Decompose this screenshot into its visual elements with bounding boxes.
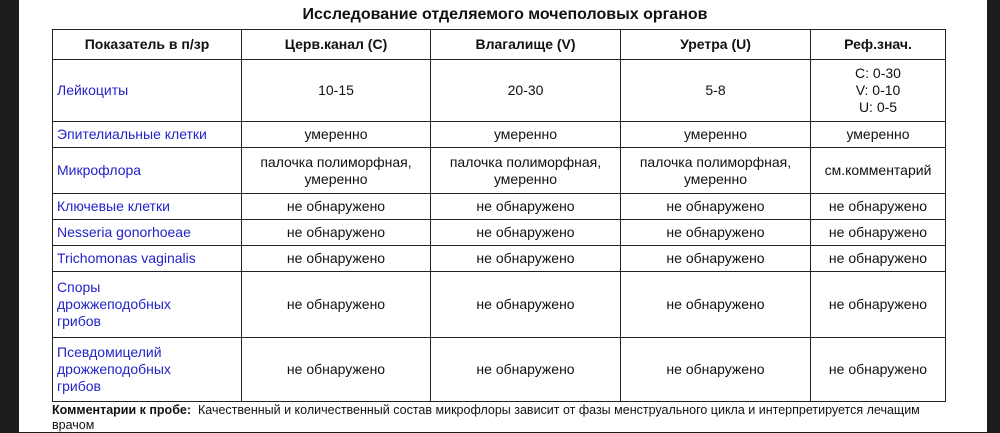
urethra-value-line: умеренно bbox=[683, 170, 748, 187]
indicator-name-line: Псевдомицелий bbox=[57, 344, 162, 360]
indicator-name bbox=[53, 338, 242, 402]
vagina-value-line: 20-30 bbox=[507, 82, 544, 98]
urethra-value bbox=[621, 272, 811, 338]
cervical-value bbox=[242, 122, 431, 148]
reference-value-line: см.комментарий bbox=[824, 162, 932, 178]
vagina-value-line: умеренно bbox=[493, 170, 558, 187]
header-reference: Реф.знач. bbox=[811, 30, 946, 60]
header-cervical: Церв.канал (C) bbox=[242, 30, 431, 60]
reference-value bbox=[811, 220, 946, 246]
urethra-value bbox=[621, 338, 811, 402]
document-page bbox=[19, 0, 987, 432]
reference-value-line: U: 0-5 bbox=[858, 99, 898, 115]
reference-value-line: не обнаружено bbox=[828, 224, 928, 240]
urethra-value-line: 5-8 bbox=[705, 82, 726, 98]
reference-value bbox=[811, 122, 946, 148]
urethra-value-line: не обнаружено bbox=[666, 250, 765, 266]
reference-value-line: не обнаружено bbox=[828, 296, 928, 312]
indicator-name-line: Микрофлора bbox=[57, 162, 142, 178]
vagina-value-line: не обнаружено bbox=[476, 198, 575, 214]
reference-value-line: умеренно bbox=[846, 126, 910, 142]
cervical-value bbox=[242, 220, 431, 246]
cervical-value bbox=[242, 338, 431, 402]
reference-value-line: не обнаружено bbox=[828, 361, 928, 377]
results-table bbox=[52, 29, 946, 402]
urethra-value-line: умеренно bbox=[683, 126, 748, 142]
indicator-name bbox=[53, 220, 242, 246]
indicator-name bbox=[53, 246, 242, 272]
indicator-name-line: Споры bbox=[57, 279, 101, 295]
reference-value bbox=[811, 246, 946, 272]
reference-value bbox=[811, 60, 946, 122]
indicator-name-line: Ключевые клетки bbox=[57, 198, 170, 214]
vagina-value-line: палочка полиморфная, bbox=[449, 153, 602, 170]
urethra-value-line: не обнаружено bbox=[666, 361, 765, 377]
indicator-name bbox=[53, 122, 242, 148]
indicator-name-line: дрожжеподобных bbox=[57, 296, 171, 312]
indicator-name-line: Эпителиальные клетки bbox=[57, 126, 207, 142]
indicator-name bbox=[53, 60, 242, 122]
urethra-value bbox=[621, 148, 811, 194]
cervical-value-line: умеренно bbox=[304, 170, 368, 187]
indicator-name-line: Trichomonas vaginalis bbox=[57, 250, 196, 266]
vagina-value bbox=[431, 194, 621, 220]
table-row bbox=[53, 148, 946, 194]
reference-value-line: V: 0-10 bbox=[855, 82, 901, 98]
table-header-row bbox=[53, 30, 946, 60]
vagina-value bbox=[431, 246, 621, 272]
urethra-value bbox=[621, 60, 811, 122]
cervical-value-line: не обнаружено bbox=[286, 250, 386, 266]
urethra-value bbox=[621, 122, 811, 148]
urethra-value-line: не обнаружено bbox=[666, 198, 765, 214]
table-row bbox=[53, 60, 946, 122]
vagina-value-line: не обнаружено bbox=[476, 296, 575, 312]
vagina-value-line: не обнаружено bbox=[476, 224, 575, 240]
cervical-value bbox=[242, 272, 431, 338]
vagina-value bbox=[431, 272, 621, 338]
reference-value bbox=[811, 194, 946, 220]
reference-value-line: C: 0-30 bbox=[855, 65, 901, 81]
vagina-value-line: не обнаружено bbox=[476, 361, 575, 377]
cervical-value-line: 10-15 bbox=[318, 82, 354, 98]
sample-comment bbox=[52, 403, 952, 433]
vagina-value bbox=[431, 60, 621, 122]
vagina-value bbox=[431, 338, 621, 402]
reference-value bbox=[811, 272, 946, 338]
table-row bbox=[53, 246, 946, 272]
cervical-value bbox=[242, 194, 431, 220]
reference-value bbox=[811, 148, 946, 194]
vagina-value bbox=[431, 122, 621, 148]
reference-value-line: не обнаружено bbox=[828, 198, 928, 214]
urethra-value-line: не обнаружено bbox=[666, 296, 765, 312]
urethra-value-line: палочка полиморфная, bbox=[639, 153, 792, 170]
table-row bbox=[53, 122, 946, 148]
indicator-name-line: дрожжеподобных bbox=[57, 361, 171, 377]
comment-label: Комментарии к пробе: bbox=[52, 403, 192, 417]
header-vagina: Влагалище (V) bbox=[431, 30, 621, 60]
vagina-value-line: умеренно bbox=[493, 126, 558, 142]
indicator-name-line: Лейкоциты bbox=[57, 82, 129, 98]
cervical-value-line: умеренно bbox=[304, 126, 368, 142]
vagina-value bbox=[431, 148, 621, 194]
cervical-value bbox=[242, 148, 431, 194]
table-row bbox=[53, 272, 946, 338]
cervical-value-line: не обнаружено bbox=[286, 198, 386, 214]
cervical-value-line: не обнаружено bbox=[286, 224, 386, 240]
cervical-value-line: не обнаружено bbox=[286, 296, 386, 312]
cervical-value-line: палочка полиморфная, bbox=[260, 153, 412, 170]
indicator-name bbox=[53, 194, 242, 220]
indicator-name-line: грибов bbox=[57, 378, 101, 394]
table-row bbox=[53, 338, 946, 402]
urethra-value-line: не обнаружено bbox=[666, 224, 765, 240]
comment-text: Качественный и количественный состав микрофлоры зависит от фазы менструального цикла и интерпретируется лечащим врачом bbox=[52, 403, 920, 432]
table-row bbox=[53, 194, 946, 220]
indicator-name bbox=[53, 272, 242, 338]
cervical-value bbox=[242, 60, 431, 122]
reference-value bbox=[811, 338, 946, 402]
cervical-value-line: не обнаружено bbox=[286, 361, 386, 377]
indicator-name-line: Nesseria gonorhoeae bbox=[57, 224, 191, 240]
indicator-name bbox=[53, 148, 242, 194]
page-title: Исследование отделяемого мочеполовых органов bbox=[302, 6, 708, 23]
vagina-value bbox=[431, 220, 621, 246]
table-row bbox=[53, 220, 946, 246]
reference-value-line: не обнаружено bbox=[828, 250, 928, 266]
header-indicator: Показатель в п/зр bbox=[53, 30, 242, 60]
indicator-name-line: грибов bbox=[57, 313, 101, 329]
urethra-value bbox=[621, 246, 811, 272]
urethra-value bbox=[621, 194, 811, 220]
vagina-value-line: не обнаружено bbox=[476, 250, 575, 266]
header-urethra: Уретра (U) bbox=[621, 30, 811, 60]
cervical-value bbox=[242, 246, 431, 272]
urethra-value bbox=[621, 220, 811, 246]
